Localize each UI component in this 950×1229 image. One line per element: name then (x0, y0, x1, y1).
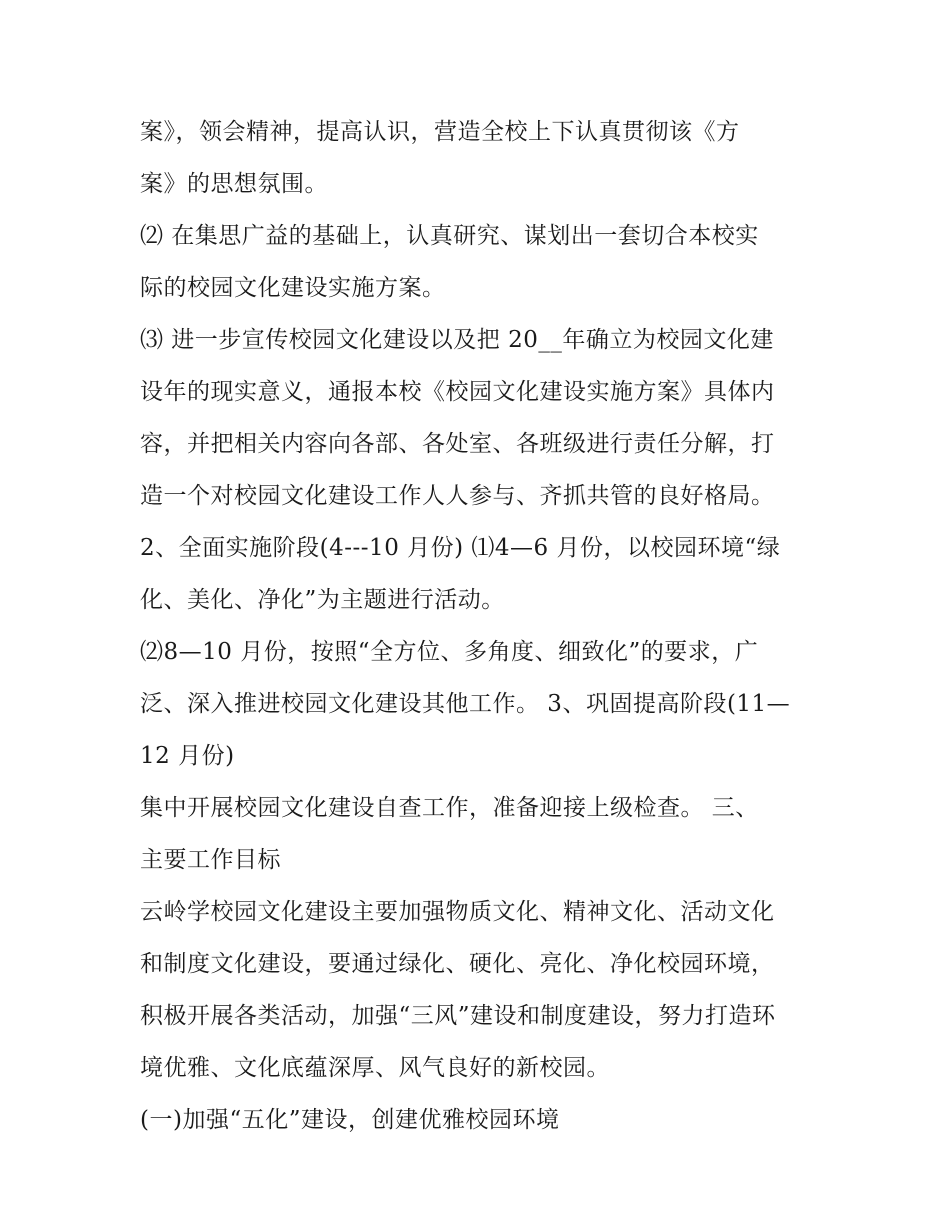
text-line: 12 月份) (140, 743, 235, 769)
text-line: 际的校园文化建设实施方案。 (140, 275, 446, 301)
text-line: 造一个对校园文化建设工作人人参与、齐抓共管的良好格局。 (140, 483, 775, 509)
text-line: 和制度文化建设，要通过绿化、硬化、亮化、净化校园环境， (140, 951, 775, 977)
text-line: 容，并把相关内容向各部、各处室、各班级进行责任分解，打 (140, 431, 775, 457)
text-line: 2、全面实施阶段(4---10 月份) ⑴4—6 月份，以校园环境“绿 (140, 535, 781, 561)
text-line: (一)加强“五化”建设，创建优雅校园环境 (140, 1107, 560, 1133)
text-line: 泛、深入推进校园文化建设其他工作。 3、巩固提高阶段(11— (140, 691, 791, 717)
text-line: ⑵8—10 月份，按照“全方位、多角度、细致化”的要求，广 (140, 639, 759, 665)
text-line: 案》，领会精神，提高认识，营造全校上下认真贯彻该《方 (140, 119, 740, 145)
text-line: 云岭学校园文化建设主要加强物质文化、精神文化、活动文化 (140, 899, 775, 925)
text-line: ⑶ 进一步宣传校园文化建设以及把 20__年确立为校园文化建 (140, 327, 774, 353)
text-line: 积极开展各类活动，加强“三风”建设和制度建设，努力打造环 (140, 1003, 776, 1029)
text-line: 主要工作目标 (140, 847, 281, 873)
text-line: 设年的现实意义，通报本校《校园文化建设实施方案》具体内 (140, 379, 775, 405)
text-line: 集中开展校园文化建设自查工作，准备迎接上级检查。 三、 (140, 795, 759, 821)
document-body (140, 106, 830, 1146)
text-line: ⑵ 在集思广益的基础上，认真研究、谋划出一套切合本校实 (140, 223, 759, 249)
text-line: 化、美化、净化”为主题进行活动。 (140, 587, 505, 613)
text-line: 案》的思想氛围。 (140, 171, 328, 197)
text-line: 境优雅、文化底蕴深厚、风气良好的新校园。 (140, 1055, 610, 1081)
